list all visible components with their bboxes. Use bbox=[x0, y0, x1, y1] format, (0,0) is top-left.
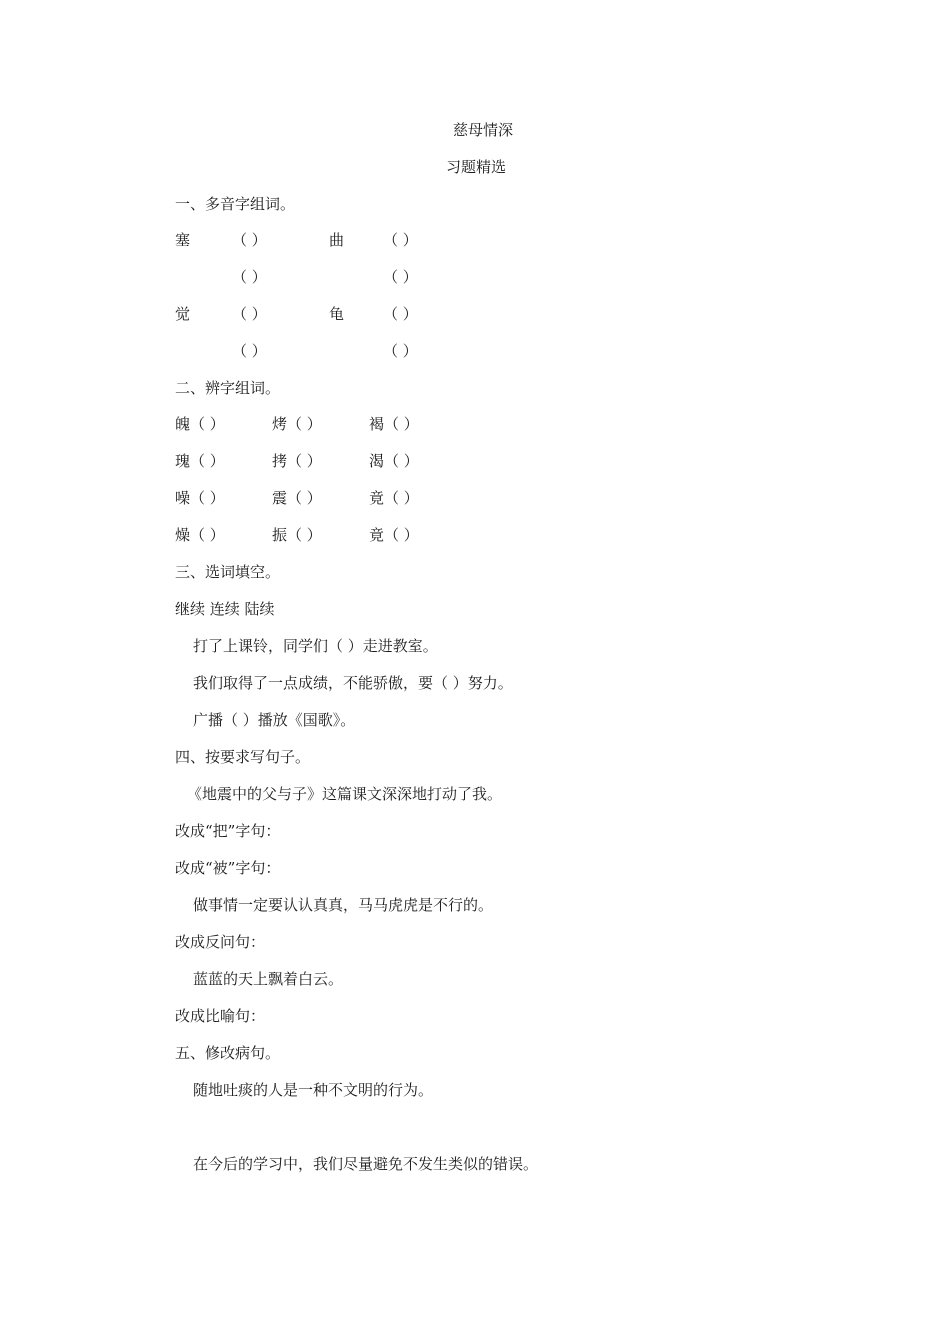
blank-paren: （ ） bbox=[383, 268, 418, 286]
faulty-sentence-1: 随地吐痰的人是一种不文明的行为。 bbox=[193, 1081, 434, 1099]
char-item: 竟（ ） bbox=[369, 526, 419, 544]
polyphone-char-4: 龟 bbox=[329, 305, 345, 323]
blank-paren: （ ） bbox=[383, 342, 418, 360]
sentence-3: 蓝蓝的天上飘着白云。 bbox=[193, 970, 344, 988]
blank-paren: （ ） bbox=[232, 231, 267, 249]
fill-question-3: 广播（ ）播放《国歌》。 bbox=[193, 711, 356, 729]
section-2-heading: 二、辨字组词。 bbox=[175, 379, 281, 397]
fill-question-2: 我们取得了一点成绩，不能骄傲，要（ ）努力。 bbox=[193, 674, 513, 692]
section-3-heading: 三、选词填空。 bbox=[175, 563, 281, 581]
task-bei-sentence: 改成“被”字句： bbox=[175, 859, 281, 877]
fill-question-1: 打了上课铃，同学们（ ）走进教室。 bbox=[193, 637, 438, 655]
faulty-sentence-2: 在今后的学习中，我们尽量避免不发生类似的错误。 bbox=[193, 1155, 539, 1173]
section-4-heading: 四、按要求写句子。 bbox=[175, 748, 311, 766]
char-item: 渴（ ） bbox=[369, 452, 419, 470]
char-item: 烤（ ） bbox=[272, 415, 322, 433]
polyphone-char-2: 曲 bbox=[329, 231, 345, 249]
polyphone-char-3: 觉 bbox=[175, 305, 191, 323]
char-item: 振（ ） bbox=[272, 526, 322, 544]
doc-subtitle: 习题精选 bbox=[445, 158, 506, 176]
task-ba-sentence: 改成“把”字句： bbox=[175, 822, 281, 840]
char-item: 拷（ ） bbox=[272, 452, 322, 470]
sentence-1: 《地震中的父与子》这篇课文深深地打动了我。 bbox=[187, 785, 503, 803]
blank-paren: （ ） bbox=[232, 342, 267, 360]
sentence-2: 做事情一定要认认真真，马马虎虎是不行的。 bbox=[193, 896, 494, 914]
section-5-heading: 五、修改病句。 bbox=[175, 1044, 281, 1062]
char-item: 魄（ ） bbox=[175, 415, 225, 433]
char-item: 褐（ ） bbox=[369, 415, 419, 433]
char-item: 瑰（ ） bbox=[175, 452, 225, 470]
task-metaphor: 改成比喻句： bbox=[175, 1007, 266, 1025]
blank-paren: （ ） bbox=[232, 268, 267, 286]
blank-paren: （ ） bbox=[383, 305, 418, 323]
doc-title: 慈母情深 bbox=[452, 121, 513, 139]
char-item: 震（ ） bbox=[272, 489, 322, 507]
blank-paren: （ ） bbox=[383, 231, 418, 249]
word-options: 继续 连续 陆续 bbox=[175, 600, 275, 618]
polyphone-char-1: 塞 bbox=[175, 231, 191, 249]
task-rhetorical-question: 改成反问句： bbox=[175, 933, 266, 951]
blank-paren: （ ） bbox=[232, 305, 267, 323]
char-item: 燥（ ） bbox=[175, 526, 225, 544]
char-item: 噪（ ） bbox=[175, 489, 225, 507]
section-1-heading: 一、多音字组词。 bbox=[175, 195, 296, 213]
char-item: 竟（ ） bbox=[369, 489, 419, 507]
